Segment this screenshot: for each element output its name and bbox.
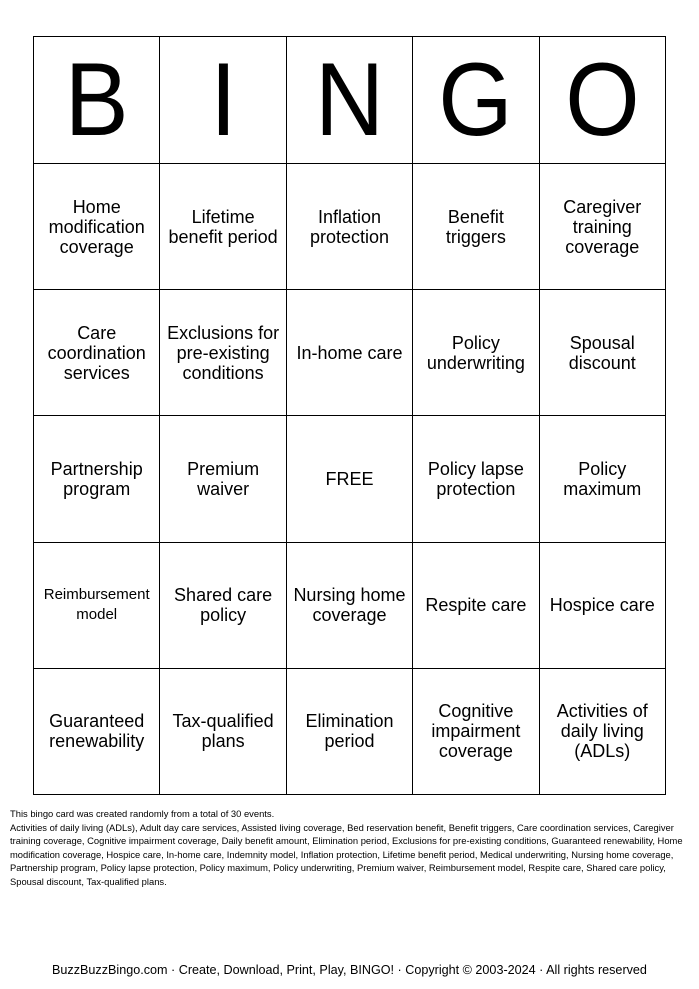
bingo-cell: Exclusions for pre-existing conditions [160, 290, 286, 416]
header-letter-o-text: O [565, 42, 640, 159]
header-letter-n [286, 37, 412, 164]
bingo-header-row [34, 37, 666, 164]
bingo-cell: Caregiver training coverage [539, 164, 665, 290]
bingo-cell: Premium waiver [160, 416, 286, 542]
header-letter-i [160, 37, 286, 164]
bingo-row [34, 164, 666, 290]
free-space-cell: FREE [286, 416, 412, 542]
bingo-cell: Cognitive impairment coverage [413, 668, 539, 794]
header-letter-i-text: I [209, 42, 237, 159]
bingo-cell: Reimbursement model [34, 542, 160, 668]
bingo-row [34, 290, 666, 416]
bingo-cell: Policy lapse protection [413, 416, 539, 542]
bingo-cell: Nursing home coverage [286, 542, 412, 668]
description-event-list: Activities of daily living (ADLs), Adult day care services, Assisted living coverage, Bed reservation benefit, Benefit triggers, Care coordination services, Caregiver training coverage, Cognitive impairment coverage, Daily benefit amount, Elimination period, Exclusions for pre-existing conditions, Guaranteed renewability, Home modification coverage, Hospice care, In-home care, Indemnity model, Inflation protection, Lifetime benefit period, Medical underwriting, Nursing home coverage, Partnership program, Policy lapse protection, Policy maximum, Policy underwriting, Premium waiver, Reimbursement model, Respite care, Shared care policy, Spousal discount, Tax-qualified plans. [10, 821, 683, 887]
bingo-cell: Policy maximum [539, 416, 665, 542]
header-letter-o [539, 37, 665, 164]
bingo-cell: Spousal discount [539, 290, 665, 416]
header-letter-g [413, 37, 539, 164]
bingo-cell: Hospice care [539, 542, 665, 668]
bingo-cell: Partnership program [34, 416, 160, 542]
header-letter-b [34, 37, 160, 164]
header-letter-b-text: B [64, 42, 129, 159]
header-letter-n-text: N [314, 42, 385, 159]
header-letter-g-text: G [438, 42, 514, 159]
bingo-cell: Lifetime benefit period [160, 164, 286, 290]
bingo-cell: In-home care [286, 290, 412, 416]
bingo-cell: Policy underwriting [413, 290, 539, 416]
description-intro: This bingo card was created randomly from a total of 30 events. [10, 808, 275, 819]
bingo-row [34, 668, 666, 794]
bingo-cell: Guaranteed renewability [34, 668, 160, 794]
bingo-cell: Inflation protection [286, 164, 412, 290]
footer-copyright: BuzzBuzzBingo.com · Create, Download, Print, Play, BINGO! · Copyright © 2003-2024 · All rights reserved [52, 963, 647, 977]
bingo-cell: Tax-qualified plans [160, 668, 286, 794]
card-description [10, 807, 690, 888]
bingo-cell: Shared care policy [160, 542, 286, 668]
bingo-cell: Care coordination services [34, 290, 160, 416]
bingo-row [34, 542, 666, 668]
bingo-cell: Respite care [413, 542, 539, 668]
bingo-card [33, 36, 666, 795]
bingo-cell: Benefit triggers [413, 164, 539, 290]
bingo-cell: Home modification coverage [34, 164, 160, 290]
bingo-cell: Elimination period [286, 668, 412, 794]
bingo-cell: Activities of daily living (ADLs) [539, 668, 665, 794]
bingo-row [34, 416, 666, 542]
